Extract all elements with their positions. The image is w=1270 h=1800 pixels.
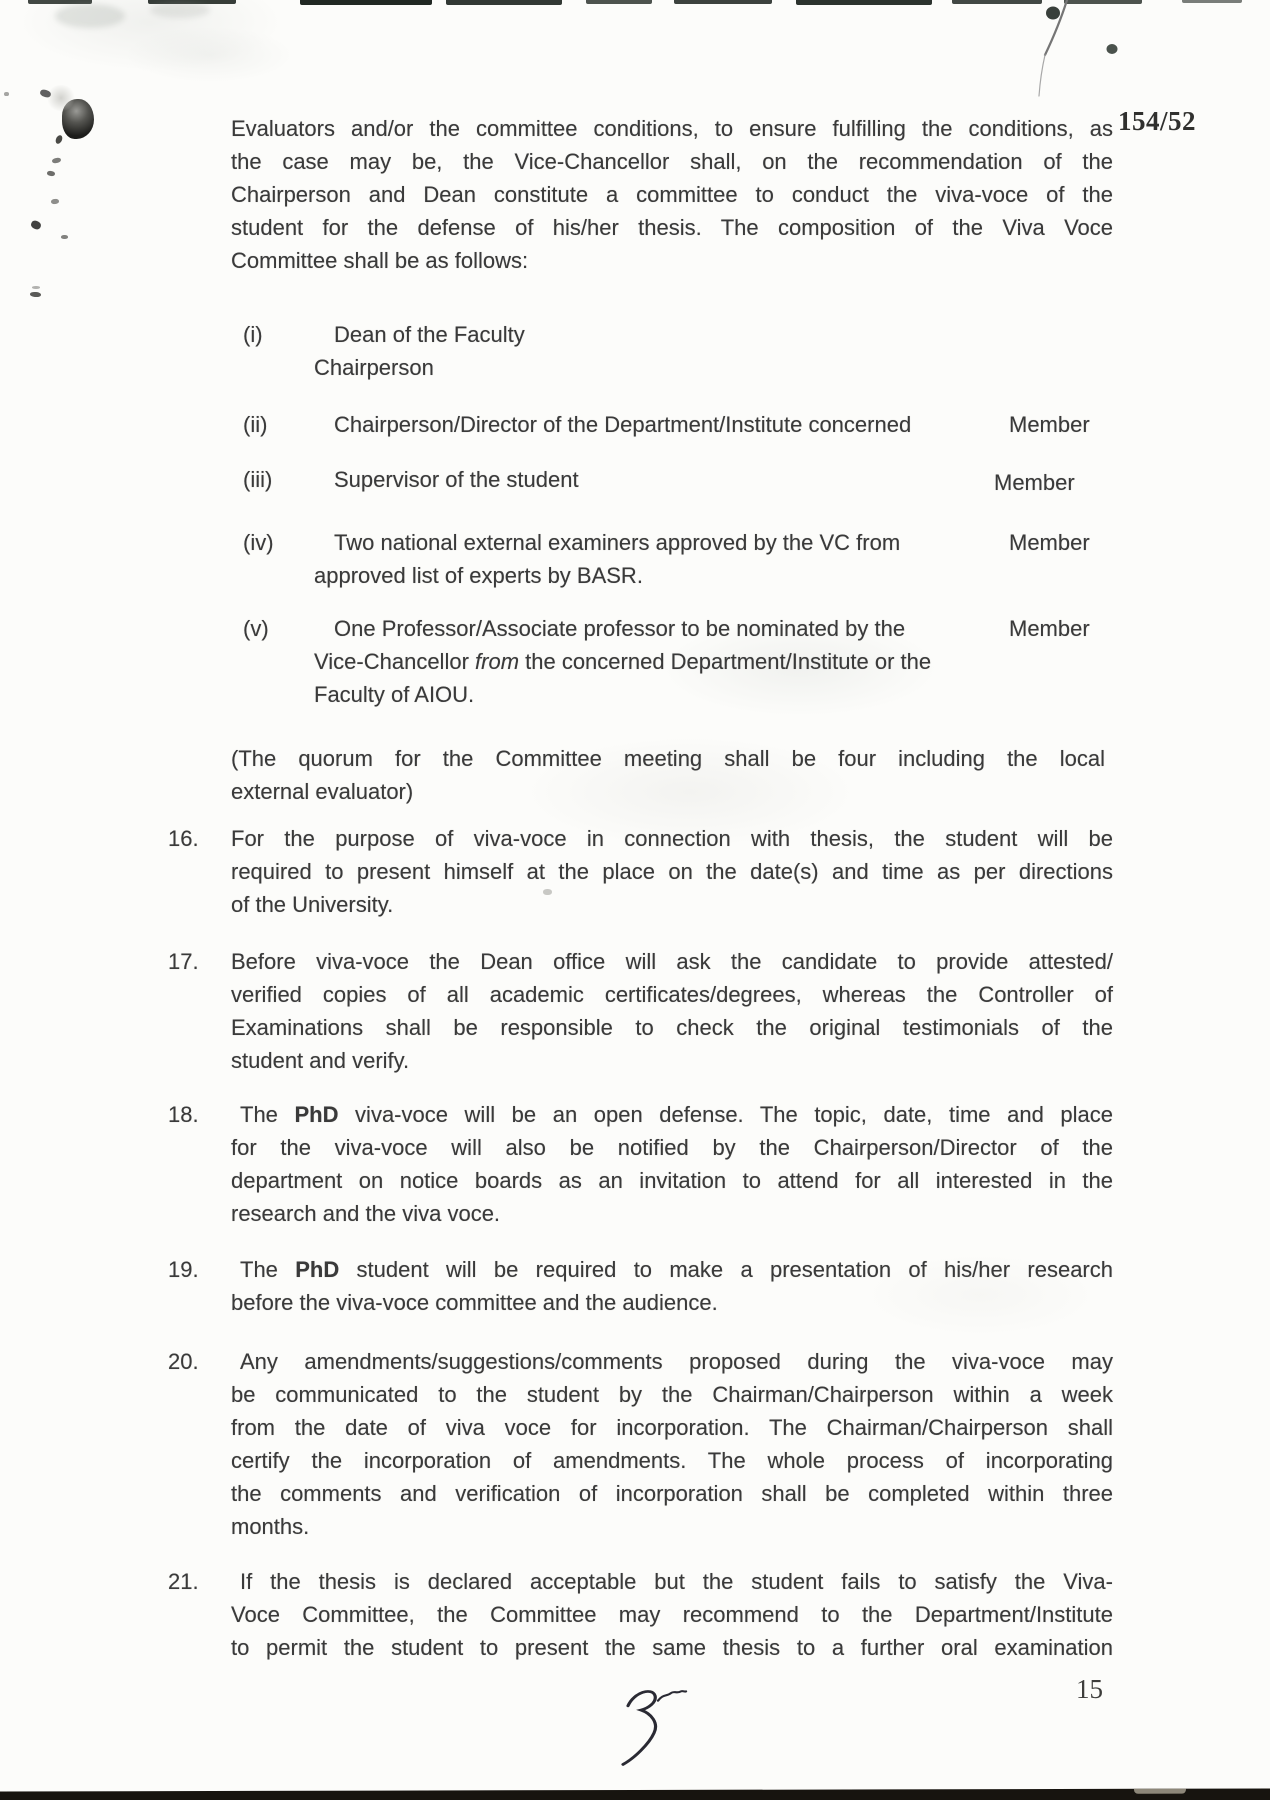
text-line: verified copies of all academic certificates/degrees, whereas the Controller of [231,982,1113,1007]
text-line: Voce Committee, the Committee may recommend to the Department/Institute [231,1602,1113,1627]
text-line: Any amendments/suggestions/comments proposed during the viva-voce may [240,1349,1113,1374]
committee-item-iv [314,526,1034,592]
paragraph-number-16: 16. [168,826,199,851]
member-label: Member [994,470,1075,495]
text-line: Faculty of AIOU. [314,682,475,707]
paragraph-17 [231,945,1113,1077]
text-line: to permit the student to present the same thesis to a further oral examination [231,1635,1113,1660]
paragraph-20 [231,1345,1113,1543]
text-line: Supervisor of the student [334,467,579,492]
scan-speck [30,219,42,230]
scan-smudge [55,4,125,28]
paragraph-number-19: 19. [168,1257,199,1282]
scan-edge-notch [1134,1789,1186,1794]
committee-item-i [314,318,1034,384]
text-line: external evaluator) [231,779,414,804]
paragraph-18 [231,1098,1113,1230]
text-line: before the viva-voce committee and the audience. [231,1290,718,1315]
text-line: Evaluators and/or the committee conditions, to ensure fulfilling the conditions, as [231,116,1113,141]
scan-speck [61,235,68,239]
text-line: student for the defense of his/her thesis. The composition of the Viva Voce [231,215,1113,240]
page-number: 15 [1076,1674,1103,1704]
text-line: Committee shall be as follows: [231,248,529,273]
intro-paragraph [231,112,1113,277]
paragraph-number-17: 17. [168,949,199,974]
text-line: the comments and verification of incorporation shall be completed within three [231,1481,1113,1506]
paragraph-number-21: 21. [168,1569,199,1594]
paragraph-16 [231,822,1113,921]
list-marker-v: (v) [243,616,269,641]
member-label: Member [1009,412,1090,437]
text-line: Two national external examiners approved by the VC from [334,530,901,555]
page-ref-number: 154/52 [1118,106,1197,136]
text-line: of the University. [231,892,394,917]
quorum-note [231,742,1105,808]
text-line: from the date of viva voce for incorporation. The Chairman/Chairperson shall [231,1415,1113,1440]
signature-mark [608,1682,708,1767]
scan-speck [30,292,41,298]
text-line: the case may be, the Vice-Chancellor shall, on the recommendation of the [231,149,1113,174]
list-marker-ii: (ii) [243,412,268,437]
text-line: Before viva-voce the Dean office will ask the candidate to provide attested/ [231,949,1113,974]
text-line: Chairperson and Dean constitute a committee to conduct the viva-voce of the [231,182,1113,207]
text-line: Dean of the Faculty [334,322,525,347]
text-line: months. [231,1514,310,1539]
text-line: For the purpose of viva-voce in connection with thesis, the student will be [231,826,1113,851]
text-line: research and the viva voce. [231,1201,501,1226]
text-line: approved list of experts by BASR. [314,563,643,588]
text-line: The PhD viva-voce will be an open defense. The topic, date, time and place [240,1102,1113,1127]
text-line: If the thesis is declared acceptable but the student fails to satisfy the Viva- [240,1569,1113,1594]
scan-edge-bottom [0,1788,1270,1800]
committee-item-ii [314,408,1034,441]
paragraph-19 [231,1253,1113,1319]
text-line: One Professor/Associate professor to be nominated by the [334,616,906,641]
text-line: required to present himself at the place on the date(s) and time as per directions [231,859,1113,884]
committee-item-iii [314,463,1034,496]
text-line: Chairperson [314,355,434,380]
scan-speck [51,199,59,205]
text-line: The PhD student will be required to make a presentation of his/her research [240,1257,1113,1282]
committee-item-v [314,612,1034,711]
paragraph-number-20: 20. [168,1349,199,1374]
ink-blot [62,99,94,139]
text-line: department on notice boards as an invitation to attend for all interested in the [231,1168,1113,1193]
text-line: Examinations shall be responsible to check the original testimonials of the [231,1015,1113,1040]
text-line: Vice-Chancellor from the concerned Department/Institute or the [314,649,932,674]
list-marker-iii: (iii) [243,467,273,492]
scan-speck [4,92,9,96]
list-marker-i: (i) [243,322,263,347]
scan-speck [52,157,62,164]
text-line: student and verify. [231,1048,410,1073]
paragraph-number-18: 18. [168,1102,199,1127]
text-line: certify the incorporation of amendments. The whole process of incorporating [231,1448,1113,1473]
scan-speck [32,286,40,289]
scan-speck [47,170,56,176]
member-label: Member [1009,616,1090,641]
text-line: (The quorum for the Committee meeting shall be four including the local [231,746,1105,771]
member-label: Member [1009,530,1090,555]
text-line: for the viva-voce will also be notified by the Chairperson/Director of the [231,1135,1113,1160]
pen-mark [1020,0,1180,110]
text-line: be communicated to the student by the Chairman/Chairperson within a week [231,1382,1113,1407]
list-marker-iv: (iv) [243,530,274,555]
text-line: Chairperson/Director of the Department/Institute concerned [334,412,912,437]
scan-smudge [150,2,210,18]
paragraph-21 [231,1565,1113,1664]
